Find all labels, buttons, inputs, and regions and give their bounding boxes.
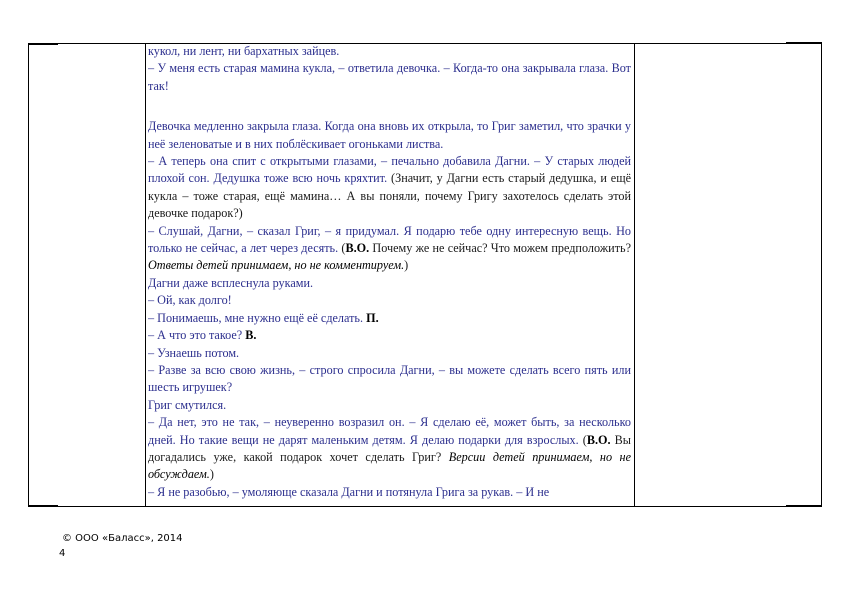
copyright-footer: © ООО «Баласс», 2014	[62, 533, 183, 544]
paren-open: (	[578, 432, 587, 447]
italic-note: Версии детей принимаем, но не обсуждаем.	[148, 449, 631, 482]
text-line	[148, 153, 631, 223]
paragraph-gap	[148, 95, 631, 112]
table-bottom-border	[58, 506, 788, 507]
lesson-text-cell	[148, 43, 631, 506]
teacher-question-marker: В.О.	[345, 241, 370, 256]
commentary-span: Почему же не сейчас? Что можем предположить?	[369, 241, 631, 256]
story-span: – А что это такое?	[148, 328, 243, 343]
table-bottom-border-right	[786, 505, 822, 507]
text-line	[148, 310, 631, 327]
table-right-border	[821, 43, 822, 506]
paren-open: (	[341, 241, 346, 256]
table-left-border	[28, 43, 29, 506]
commentary-span: (Значит, у Дагни есть старый дедушка, и ещё кукла – тоже старая, ещё мамина… А вы поняли, почему Григу захотелось сделать этой девочке подарок?)	[148, 171, 631, 221]
story-span: – А теперь она спит с открытыми глазами, – печально добавила Дагни. – У старых людей плохой сон. Дедушка тоже всю ночь кряхтит.	[148, 154, 631, 186]
text-line: – Я не разобью, – умоляюще сказала Дагни и потянула Грига за рукав. – И не	[148, 484, 550, 499]
paren-close: )	[404, 258, 409, 273]
paren-close: )	[209, 467, 214, 482]
teacher-question-marker: В.О.	[586, 432, 611, 447]
marker-p: П.	[366, 310, 379, 325]
column-divider-2	[634, 43, 635, 506]
text-line	[148, 327, 631, 344]
text-line: Григ смутился.	[148, 397, 227, 412]
marker-v: В.	[245, 328, 257, 343]
text-line: – Узнаешь потом.	[148, 345, 240, 360]
story-span: – Слушай, Дагни, – сказал Григ, – я придумал. Я подарю тебе одну интересную вещь. Но только не сейчас, а лет через десять.	[148, 223, 631, 256]
table-bottom-border-left	[28, 505, 58, 507]
text-line	[148, 414, 631, 484]
story-span: – Понимаешь, мне нужно ещё её сделать.	[148, 310, 364, 325]
table-top-border-right	[786, 42, 822, 44]
column-divider-1	[145, 43, 146, 506]
italic-note: Ответы детей принимаем, но не комментируем.	[148, 258, 405, 273]
text-line: кукол, ни лент, ни бархатных зайцев.	[148, 44, 340, 58]
commentary-span: Вы догадались уже, какой подарок хочет сделать Григ?	[148, 432, 631, 464]
page-number: 4	[59, 548, 66, 559]
text-line: Дагни даже всплеснула руками.	[148, 275, 314, 290]
text-line	[148, 223, 631, 275]
table-top-border-left	[28, 43, 58, 45]
text-line: – Разве за всю свою жизнь, – строго спросила Дагни, – вы можете сделать всего пять или шесть игрушек?	[148, 362, 631, 395]
text-line: – У меня есть старая мамина кукла, – ответила девочка. – Когда-то она закрывала глаза. Вот так!	[148, 61, 631, 93]
text-line: Девочка медленно закрыла глаза. Когда она вновь их открыла, то Григ заметил, что зрачки у неё зеленоватые и в них поблёскивает огоньками листва.	[148, 119, 631, 151]
text-line: – Ой, как долго!	[148, 293, 232, 308]
story-span: – Да нет, это не так, – неуверенно возразил он. – Я сделаю её, может быть, за несколько дней. Но такие вещи не дарят маленьким детям. Я делаю подарки для взрослых.	[148, 415, 631, 447]
